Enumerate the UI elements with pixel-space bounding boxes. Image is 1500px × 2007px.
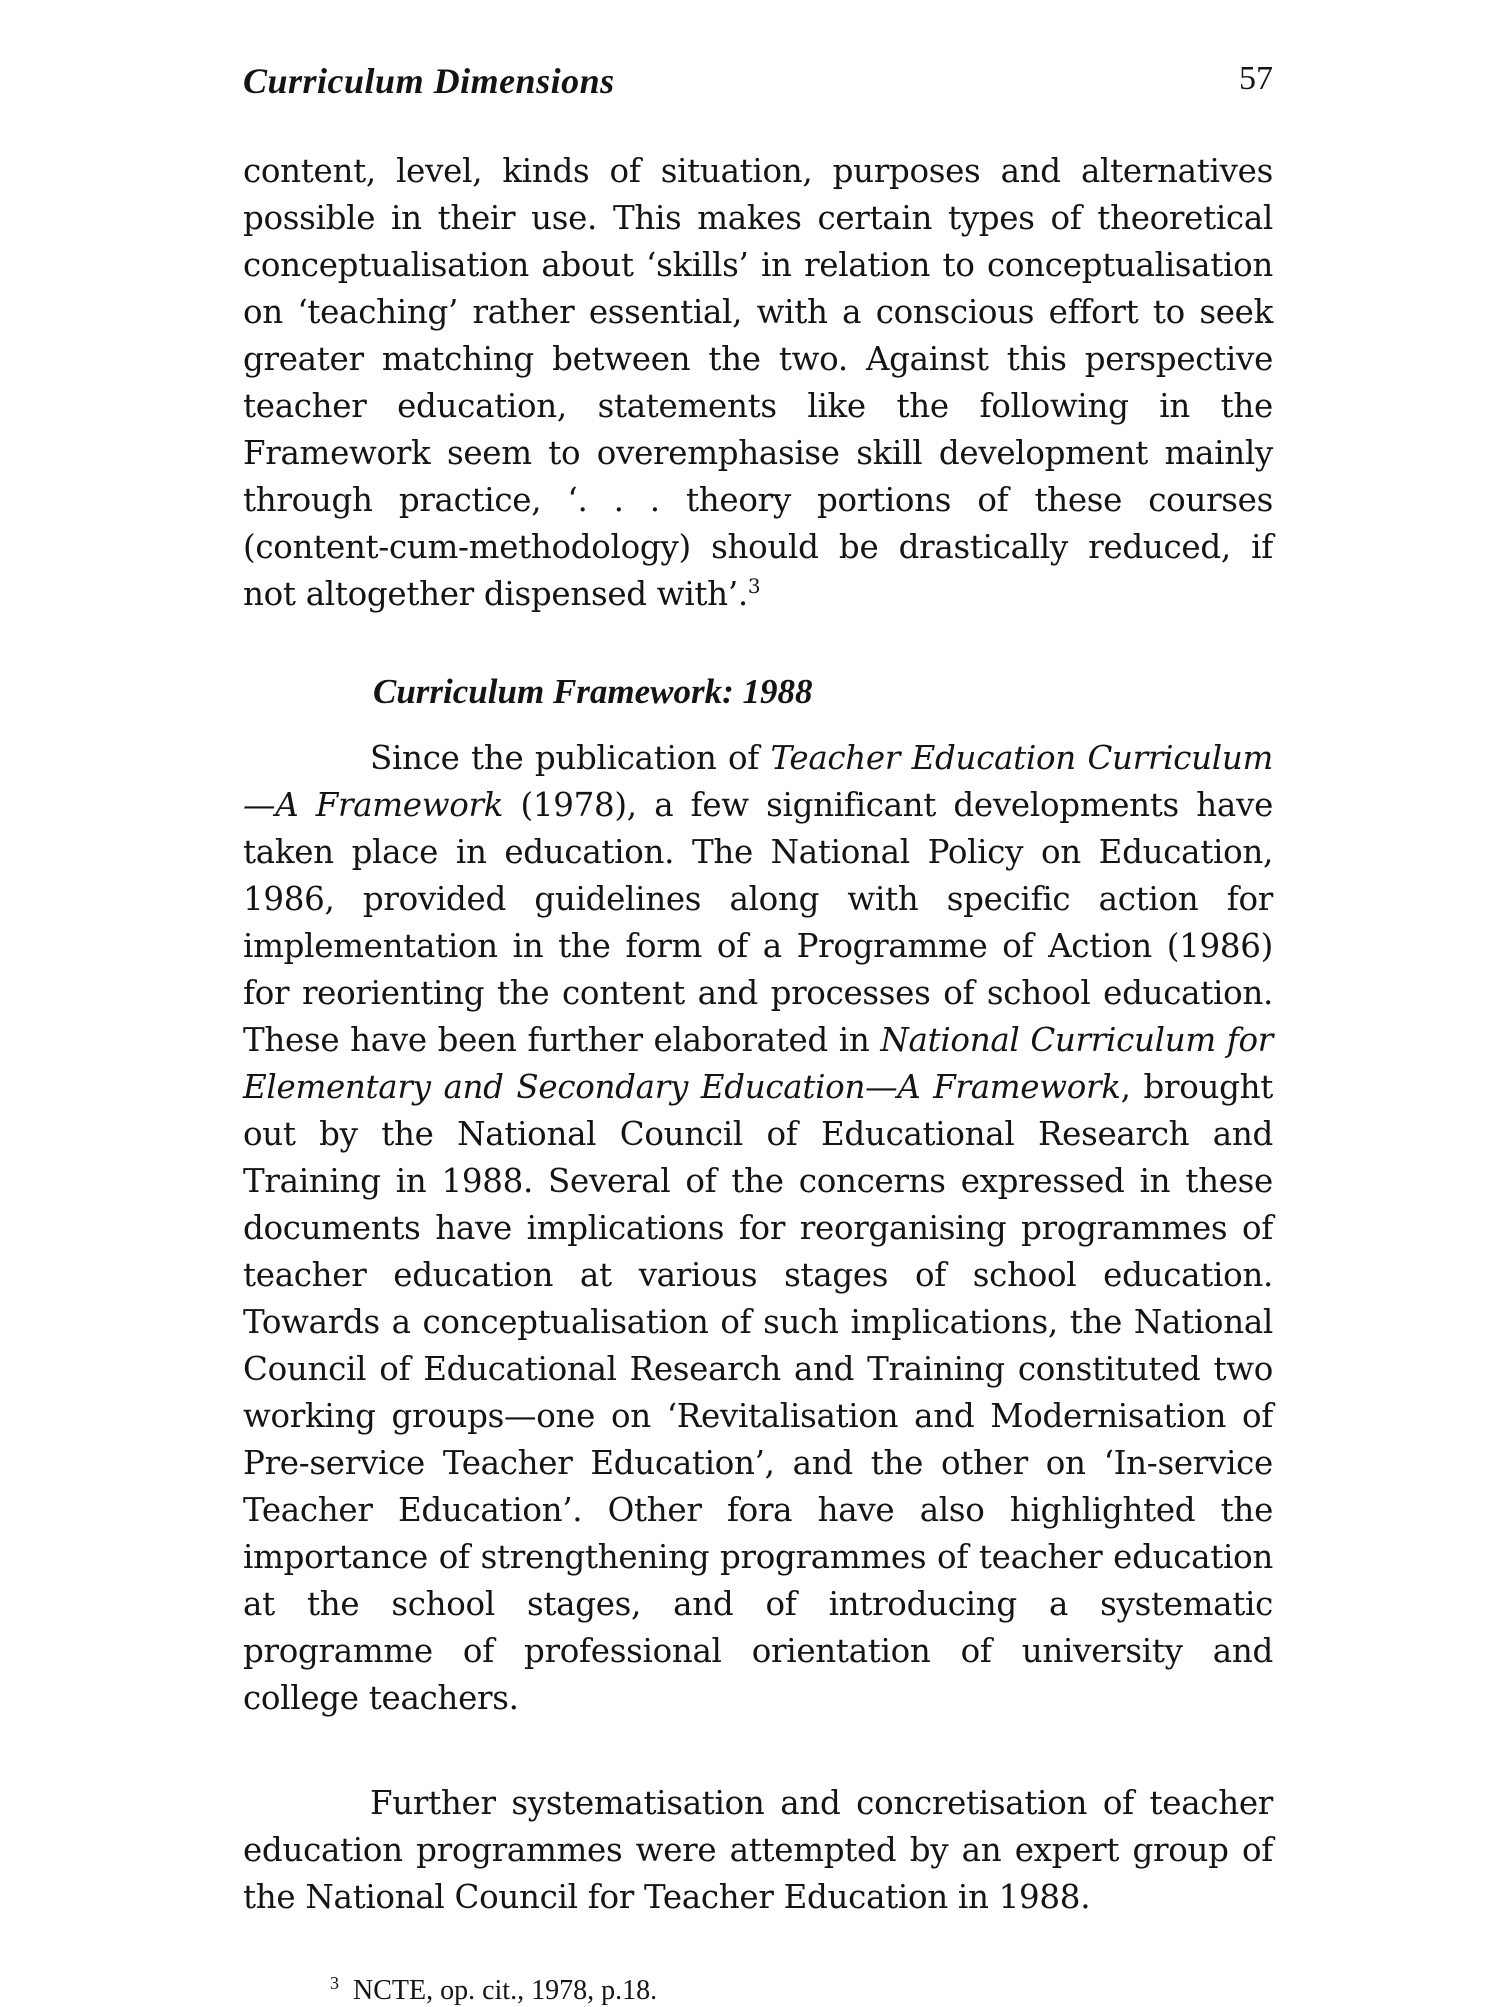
footnote-mark: 3 — [330, 1972, 339, 1993]
running-head — [243, 60, 1273, 110]
footnote — [330, 1972, 658, 2007]
footnote-reference: 3 — [747, 574, 761, 599]
paragraph-2-text-1: Since the publication of — [370, 739, 771, 777]
paragraph-2-title-2: National Curriculum for Elementary and Secondary Education—A Framework — [243, 1021, 1273, 1106]
paragraph-3: Further systematisation and concretisation of teacher education programmes were attempted by an expert group of the National Council for Teacher Education in 1988. — [243, 1784, 1273, 1916]
paragraph-2-title-1: Teacher Education Curriculum—A Framework — [243, 739, 1273, 824]
paragraph-2-text-3: , brought out by the National Council of Educational Research and Training in 1988. Several of the concerns expressed in these documents have implications for reorganising programmes of teacher education at various stages of school education. Towards a conceptualisation of such implications, the National Council of Educational Research and Training constituted two working groups—one on ‘Revitalisation and Modernisation of Pre-service Teacher Education’, and the other on ‘In-service Teacher Education’. Other fora have also highlighted the importance of strengthening programmes of teacher education at the school stages, and of introducing a systematic programme of professional orientation of university and college teachers. — [243, 1068, 1273, 1717]
page-number: 57 — [1239, 60, 1273, 97]
footnote-text: NCTE, op. cit., 1978, p.18. — [353, 1975, 658, 2006]
running-title: Curriculum Dimensions — [243, 61, 615, 101]
paragraph-1 — [243, 148, 1273, 618]
paragraph-1-text: content, level, kinds of situation, purposes and alternatives possible in their use. This makes certain types of theoretical conceptualisation about ‘skills’ in relation to conceptualisation on ‘teaching’ rather essential, with a conscious effort to seek greater matching between the two. Against this perspective teacher education, statements like the following in the Framework seem to overemphasise skill development mainly through practice, ‘. . . theory portions of these courses (content-cum-methodology) should be drastically reduced, if not altogether dispensed with’. — [243, 152, 1273, 613]
paragraph-2 — [243, 735, 1273, 1722]
paragraph-2-text-2: (1978), a few significant developments have taken place in education. The National Policy on Education, 1986, provided guidelines along with specific action for implementation in the form of a Programme of Action (1986) for reorienting the content and processes of school education. These have been further elaborated in — [243, 786, 1273, 1059]
section-heading: Curriculum Framework: 1988 — [373, 672, 813, 711]
